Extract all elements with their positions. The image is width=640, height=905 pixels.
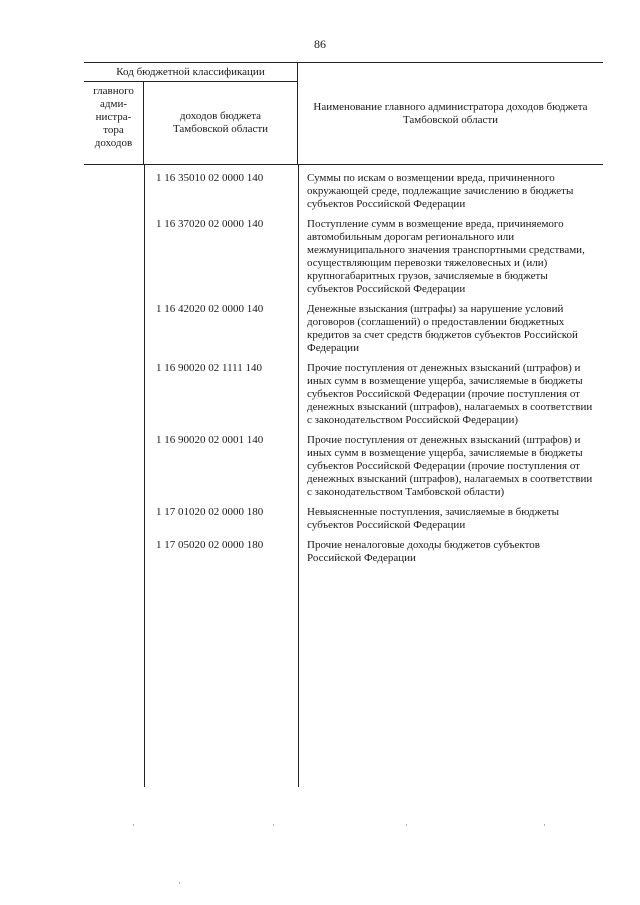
budget-classification-table: [84, 62, 603, 564]
income-code-cell: 1 16 90020 02 0001 140: [156, 434, 264, 446]
scan-speck: ·: [132, 820, 135, 830]
header-admin-line: тора: [103, 124, 124, 136]
income-name-cell: Суммы по искам о возмещении вреда, причиненного окружающей среде, подлежащие зачислению в бюджеты субъектов Российской Федерации: [307, 172, 574, 210]
income-name-cell: Поступление сумм в возмещение вреда, причиняемого автомобильным дорогам регионального или межмуниципального значения транспортными средствами, осуществляющим перевозки тяжеловесных и (или) крупногабаритных грузов, зачисляемые в бюджеты субъектов Российской Федерации: [307, 218, 585, 295]
header-admin-line: адми-: [100, 98, 127, 110]
income-code-cell: 1 16 42020 02 0000 140: [156, 303, 264, 315]
income-name-cell: Денежные взыскания (штрафы) за нарушение условий договоров (соглашений) о предоставлении бюджетных кредитов за счет средств бюджетов субъектов Российской Федерации: [307, 303, 578, 354]
table-row: [84, 506, 603, 532]
admin-code-cell: [84, 434, 144, 499]
income-code-cell: 1 16 37020 02 0000 140: [156, 218, 264, 230]
admin-code-cell: [84, 303, 144, 355]
income-code-cell: 1 16 90020 02 1111 140: [156, 362, 263, 374]
income-code-cell: 1 17 05020 02 0000 180: [156, 539, 264, 551]
header-group-title: Код бюджетной классификации: [84, 62, 298, 82]
income-name-cell: Прочие поступления от денежных взысканий (штрафов) и иных сумм в возмещение ущерба, зачисляемые в бюджеты субъектов Российской Федерации (прочие поступления от денежных взысканий (штрафов), налагаемых в соответствии с законодательством Российской Федерации): [307, 362, 593, 426]
scan-speck: ·: [272, 820, 275, 830]
income-code-cell: 1 16 35010 02 0000 140: [156, 172, 264, 184]
header-admin-line: главного: [93, 85, 134, 97]
table-header: [84, 62, 603, 165]
income-name-cell: Прочие поступления от денежных взысканий (штрафов) и иных сумм в возмещение ущерба, зачисляемые в бюджеты субъектов Российской Федерации (прочие поступления от денежных взысканий (штрафов), налагаемых в соответствии с законодательством Тамбовской области): [307, 434, 593, 498]
header-admin-line: нистра-: [95, 111, 132, 123]
header-name-column: [298, 62, 603, 165]
admin-code-cell: [84, 218, 144, 296]
header-admin-line: доходов: [94, 137, 133, 149]
table-row: [84, 362, 603, 427]
header-income-column: [144, 82, 298, 165]
header-admin-column: [84, 82, 144, 165]
income-name-cell: Невыясненные поступления, зачисляемые в бюджеты субъектов Российской Федерации: [307, 506, 560, 531]
scan-speck: ·: [178, 878, 181, 888]
table-rows: [84, 172, 603, 572]
table-row: [84, 218, 603, 296]
income-name-cell: Прочие неналоговые доходы бюджетов субъектов Российской Федерации: [307, 539, 540, 564]
page-number: 86: [314, 37, 326, 51]
admin-code-cell: [84, 539, 144, 565]
admin-code-cell: [84, 172, 144, 211]
header-name-label: Наименование главного администратора доходов бюджета Тамбовской области: [313, 100, 588, 126]
scan-speck: ·: [543, 820, 546, 830]
admin-code-cell: [84, 362, 144, 427]
table-row: [84, 434, 603, 499]
header-income-label: доходов бюджета Тамбовской области: [172, 110, 269, 135]
table-row: [84, 303, 603, 355]
table-row: [84, 539, 603, 565]
scan-speck: ·: [405, 820, 408, 830]
income-code-cell: 1 17 01020 02 0000 180: [156, 506, 264, 518]
table-row: [84, 172, 603, 211]
admin-code-cell: [84, 506, 144, 532]
